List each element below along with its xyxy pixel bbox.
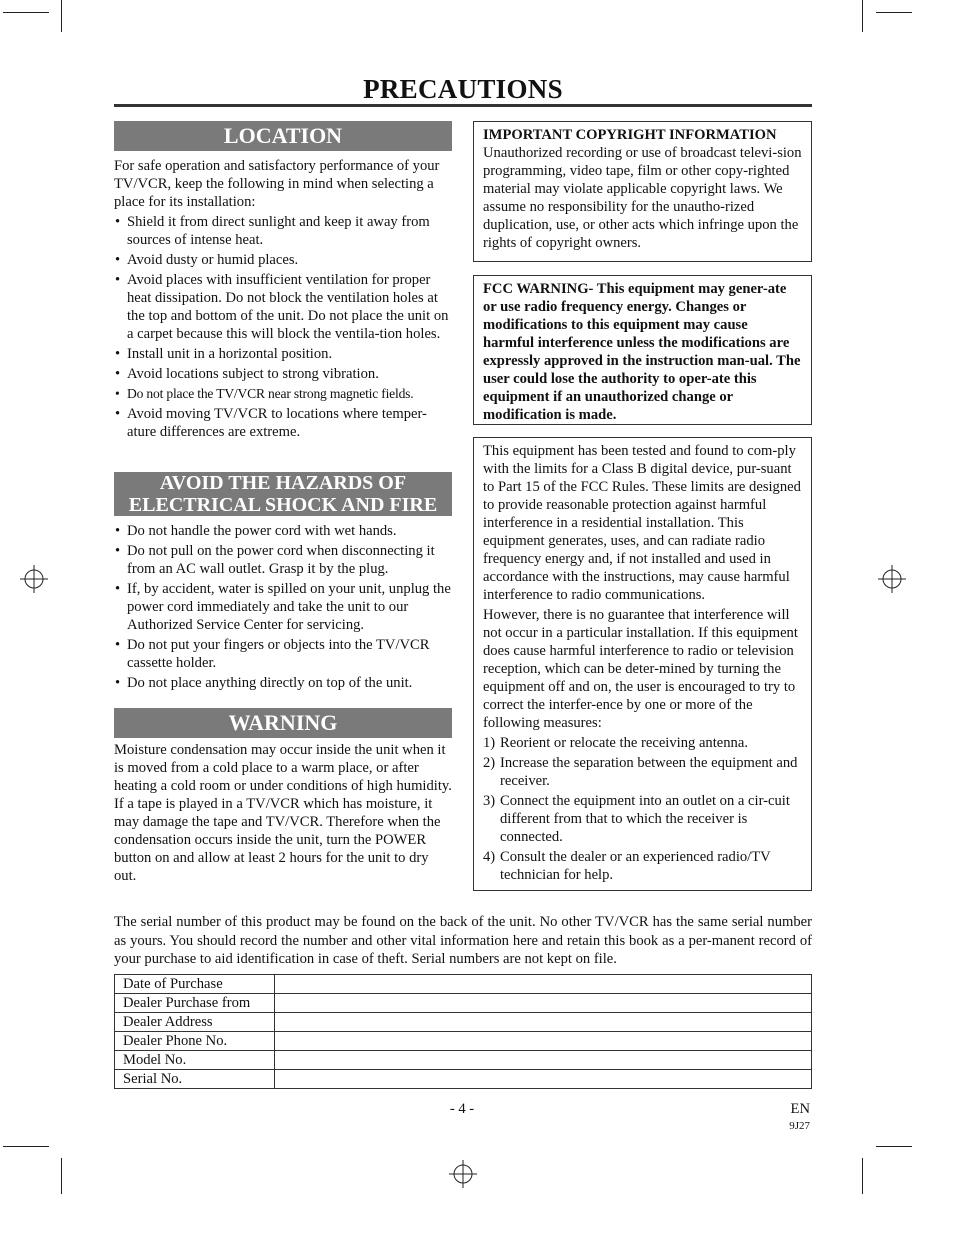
record-label: Dealer Address xyxy=(115,1013,275,1032)
purchase-record-table xyxy=(114,974,812,1089)
hazards-heading-line2: ELECTRICAL SHOCK AND FIRE xyxy=(128,494,438,516)
list-item: • Do not put your fingers or objects into the TV/VCR cassette holder. xyxy=(114,636,454,672)
fcc-warning-text: FCC WARNING- This equipment may gener-ate or use radio frequency energy. Changes or modifications to this equipment may cause harmful interference unless the modifications are expressly approved in the instruction man-ual. The user could lose the authority to oper-ate this equipment if an unauthorized change or modification is made. xyxy=(483,281,801,423)
fcc-compliance-para2: However, there is no guarantee that interference will not occur in a particular installation. If this equipment does cause harmful interference to radio or television reception, which can be deter-mined by turning the equipment off and on, the user is encouraged to try to correct the interfer-ence by one or more of the following measures: xyxy=(483,607,798,731)
crop-mark xyxy=(3,1146,49,1147)
hazards-heading xyxy=(114,472,452,516)
location-list xyxy=(114,213,454,443)
list-item: • Shield it from direct sunlight and keep it away from sources of intense heat. xyxy=(114,213,454,249)
fcc-compliance-para1: This equipment has been tested and found to com-ply with the limits for a Class B digital device, pur-suant to Part 15 of the FCC Rules. These limits are designed to provide reasonable protection against harmful interference in a residential installation. This equipment generates, uses, and can radiate radio frequency energy and, if not installed and used in accordance with the instructions, may cause harmful interference to radio communications. xyxy=(483,443,801,603)
list-item: • Do not place anything directly on top of the unit. xyxy=(114,674,454,692)
list-item: • Do not handle the power cord with wet hands. xyxy=(114,522,454,540)
copyright-heading: IMPORTANT COPYRIGHT INFORMATION xyxy=(483,127,777,143)
fcc-measures-list xyxy=(483,734,802,884)
title-divider xyxy=(114,104,812,107)
table-row xyxy=(115,1051,812,1070)
record-value-field[interactable] xyxy=(275,1032,812,1051)
hazards-list xyxy=(114,522,454,694)
record-value-field[interactable] xyxy=(275,1013,812,1032)
crop-mark xyxy=(876,1146,912,1147)
record-label: Dealer Phone No. xyxy=(115,1032,275,1051)
page-title: PRECAUTIONS xyxy=(363,74,563,104)
list-item xyxy=(483,848,802,884)
list-item: • Avoid dusty or humid places. xyxy=(114,251,454,269)
list-item: • Install unit in a horizontal position. xyxy=(114,345,454,363)
list-number: 2) xyxy=(483,755,496,771)
registration-mark-icon xyxy=(449,1160,477,1188)
list-item: • Do not pull on the power cord when disconnecting it from an AC wall outlet. Grasp it by the plug. xyxy=(114,542,454,578)
list-item: • Do not place the TV/VCR near strong magnetic fields. xyxy=(114,385,454,403)
list-text: Reorient or relocate the receiving antenna. xyxy=(500,735,748,751)
crop-mark xyxy=(3,12,49,13)
crop-mark xyxy=(61,0,62,32)
table-row xyxy=(115,994,812,1013)
page-number: - 4 - xyxy=(449,1101,475,1117)
location-intro: For safe operation and satisfactory performance of your TV/VCR, keep the following in mind when selecting a place for its installation: xyxy=(114,158,440,210)
language-code: EN xyxy=(790,1101,810,1117)
location-heading: LOCATION xyxy=(114,121,452,151)
crop-mark xyxy=(876,12,912,13)
list-item: • Avoid locations subject to strong vibration. xyxy=(114,365,454,383)
list-item: • Avoid places with insufficient ventilation for proper heat dissipation. Do not block the ventilation holes at the top and bottom of the unit. Do not place the unit on a carpet because this will block the ventila-tion holes. xyxy=(114,271,454,343)
record-value-field[interactable] xyxy=(275,994,812,1013)
record-label: Dealer Purchase from xyxy=(115,994,275,1013)
registration-mark-icon xyxy=(20,565,48,593)
serial-info: The serial number of this product may be found on the back of the unit. No other TV/VCR has the same serial number as yours. You should record the number and other vital information here and retain this book as a per-manent record of your purchase to aid identification in case of theft. Serial numbers are not kept on file. xyxy=(114,914,812,967)
table-row xyxy=(115,1013,812,1032)
table-row xyxy=(115,1032,812,1051)
record-label: Serial No. xyxy=(115,1070,275,1089)
hazards-heading-line1: AVOID THE HAZARDS OF xyxy=(159,472,407,494)
table-row xyxy=(115,975,812,994)
list-text: Increase the separation between the equipment and receiver. xyxy=(500,755,798,789)
record-value-field[interactable] xyxy=(275,975,812,994)
warning-body: Moisture condensation may occur inside the unit when it is moved from a cold place to a warm place, or after heating a cold room or under conditions of high humidity. If a tape is played in a TV/VCR which has moisture, it may damage the tape and TV/VCR. Therefore when the condensation occurs inside the unit, turn the POWER button on and allow at least 2 hours for the unit to dry out. xyxy=(114,742,452,884)
record-value-field[interactable] xyxy=(275,1051,812,1070)
registration-mark-icon xyxy=(878,565,906,593)
list-text: Consult the dealer or an experienced radio/TV technician for help. xyxy=(500,849,771,883)
record-label: Model No. xyxy=(115,1051,275,1070)
list-item xyxy=(483,792,802,846)
list-item xyxy=(483,734,802,752)
fcc-warning-box xyxy=(473,275,812,425)
record-label: Date of Purchase xyxy=(115,975,275,994)
document-code: 9J27 xyxy=(789,1120,810,1132)
crop-mark xyxy=(862,0,863,32)
fcc-compliance-box xyxy=(473,437,812,891)
crop-mark xyxy=(61,1158,62,1194)
warning-heading: WARNING xyxy=(114,708,452,738)
list-number: 3) xyxy=(483,793,496,809)
list-item xyxy=(483,754,802,790)
list-item: • Avoid moving TV/VCR to locations where temper-ature differences are extreme. xyxy=(114,405,454,441)
copyright-body: Unauthorized recording or use of broadcast televi-sion programming, video tape, film or other copy-righted material may violate applicable copyright laws. We assume no responsibility for the unautho-rized duplication, use, or other acts which infringe upon the rights of copyright owners. xyxy=(483,145,802,251)
record-value-field[interactable] xyxy=(275,1070,812,1089)
table-row xyxy=(115,1070,812,1089)
list-item: • If, by accident, water is spilled on your unit, unplug the power cord immediately and take the unit to our Authorized Service Center for servicing. xyxy=(114,580,454,634)
copyright-box xyxy=(473,121,812,262)
list-number: 4) xyxy=(483,849,496,865)
crop-mark xyxy=(862,1158,863,1194)
list-text: Connect the equipment into an outlet on a cir-cuit different from that to which the receiver is connected. xyxy=(500,793,790,845)
list-number: 1) xyxy=(483,735,496,751)
